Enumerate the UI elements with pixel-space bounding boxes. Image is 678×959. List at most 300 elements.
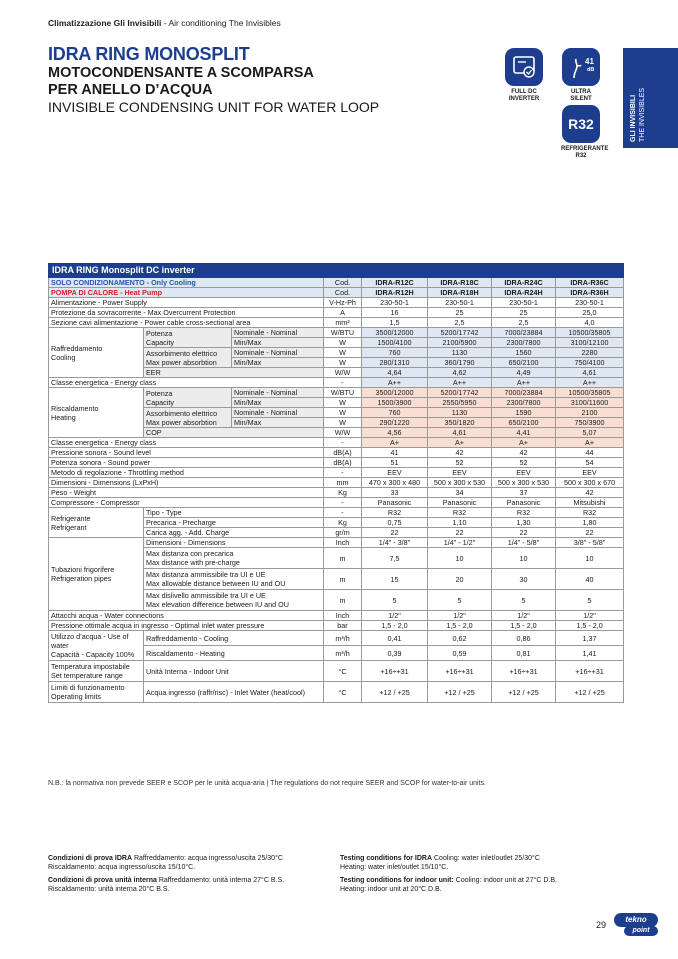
row-unit: gr/m [324, 528, 362, 538]
row-value: 0,75 [362, 518, 428, 528]
row-unit: W [324, 358, 362, 368]
row-value: EEV [362, 468, 428, 478]
cod-label: Cod. [324, 288, 362, 298]
row-value: 750/4100 [556, 358, 624, 368]
model-heat: IDRA-R12H [362, 288, 428, 298]
cooling-capacity-label: Potenza Capacity [144, 328, 232, 348]
row-value: 52 [428, 458, 492, 468]
row-value: 230-50-1 [428, 298, 492, 308]
heating-group-label: Riscaldamento Heating [49, 388, 144, 438]
row-unit: W [324, 338, 362, 348]
running-header-subtitle: - Air conditioning The Invisibles [161, 18, 281, 28]
row-value: 10 [492, 548, 556, 569]
row-value: 22 [492, 528, 556, 538]
conditions-en1-line2: Heating: water inlet/outlet 15/10°C. [340, 864, 449, 871]
subtitle-it-line2: PER ANELLO D’ACQUA [48, 82, 213, 98]
row-value: R32 [492, 508, 556, 518]
conditions-en1-heading: Testing conditions for IDRA [340, 855, 433, 862]
conditions-it-block1 [48, 854, 284, 872]
row-value: Mitsubishi [556, 498, 624, 508]
table-row [49, 661, 624, 682]
row-unit: W [324, 418, 362, 428]
row-value: 4,64 [362, 368, 428, 378]
row-value: A++ [556, 378, 624, 388]
row-value: 41 [362, 448, 428, 458]
row-value: 10 [428, 548, 492, 569]
row-value: +12 / +25 [362, 682, 428, 703]
row-value: 1130 [428, 408, 492, 418]
row-label: Attacchi acqua - Water connections [49, 611, 324, 621]
row-value: R32 [556, 508, 624, 518]
row-value: 22 [556, 528, 624, 538]
row-label: Dimensioni - Dimensions (LxPxH) [49, 478, 324, 488]
row-value: Panasonic [362, 498, 428, 508]
table-row [49, 478, 624, 488]
table-row [49, 298, 624, 308]
row-label: Pressione sonora - Sound level [49, 448, 324, 458]
row-value: +16÷+31 [556, 661, 624, 682]
row-label: Potenza sonora - Sound power [49, 458, 324, 468]
silent-db-value: 41 [585, 57, 594, 66]
page-number: 29 [596, 920, 607, 930]
row-value: 3500/12000 [362, 388, 428, 398]
row-value: EEV [428, 468, 492, 478]
row-value: R32 [362, 508, 428, 518]
conditions-en1-text: Cooling: water inlet/outlet 25/30°C [432, 855, 540, 862]
temp-set-group-label: Temperatura impostabile Set temperature range [49, 661, 144, 682]
row-value: 1130 [428, 348, 492, 358]
page-title: IDRA RING MONOSPLIT [48, 44, 250, 64]
row-label: Tipo - Type [144, 508, 324, 518]
row-value: 22 [362, 528, 428, 538]
conditions-en-block2 [340, 876, 557, 894]
row-value: 25,0 [556, 308, 624, 318]
row-value: 350/1820 [428, 418, 492, 428]
row-value: 52 [492, 458, 556, 468]
row-unit: - [324, 438, 362, 448]
row-unit: m [324, 569, 362, 590]
table-row [49, 508, 624, 518]
nominal-label: Nominale - Nominal [232, 328, 324, 338]
row-value: 1,5 - 2,0 [492, 621, 556, 631]
row-value: 500 x 300 x 530 [428, 478, 492, 488]
conditions-en2-text: Cooling: indoor unit at 27°C D.B. [453, 877, 558, 884]
row-label: Riscaldamento - Heating [144, 646, 324, 661]
table-row [49, 278, 624, 288]
row-value: 2300/7800 [492, 338, 556, 348]
r32-icon-text: R32 [568, 115, 594, 132]
table-row [49, 621, 624, 631]
row-unit: W [324, 398, 362, 408]
row-value: 360/1790 [428, 358, 492, 368]
conditions-it1-text: Raffreddamento: acqua ingresso/uscita 25/30°C [132, 855, 283, 862]
side-tab-line1: GLI INVISIBILI [630, 94, 637, 142]
row-value: 760 [362, 408, 428, 418]
model-cool: IDRA-R36C [556, 278, 624, 288]
row-value: 34 [428, 488, 492, 498]
row-value: A++ [428, 378, 492, 388]
row-value: A+ [428, 438, 492, 448]
row-unit: W/BTU [324, 328, 362, 338]
row-label: Metodo di regolazione - Throttling method [49, 468, 324, 478]
water-use-group-label: Utilizzo d’acqua - Use of water Capacità - Capacity 100% [49, 631, 144, 661]
row-value: 5 [556, 590, 624, 611]
row-value: 5 [428, 590, 492, 611]
row-value: 2,5 [492, 318, 556, 328]
row-value: Panasonic [492, 498, 556, 508]
row-value: +12 / +25 [556, 682, 624, 703]
table-row [49, 682, 624, 703]
cod-label: Cod. [324, 278, 362, 288]
refrigerant-badge-line2: R32 [575, 153, 587, 159]
table-row [49, 538, 624, 548]
model-cool: IDRA-R18C [428, 278, 492, 288]
row-value: 650/2100 [492, 358, 556, 368]
row-unit: m³/h [324, 631, 362, 646]
row-unit: A [324, 308, 362, 318]
row-value: EEV [492, 468, 556, 478]
heating-capacity-label: Potenza Capacity [144, 388, 232, 408]
row-value: 7,5 [362, 548, 428, 569]
silent-badge [561, 48, 601, 103]
logo-top-text: tekno [614, 913, 658, 927]
row-value: 1,30 [492, 518, 556, 528]
row-value: 1/4" - 1/2" [428, 538, 492, 548]
row-value: 3100/12100 [556, 338, 624, 348]
row-label: Max distanza ammissibile tra UI e UE Max allowable distance between IU and OU [144, 569, 324, 590]
row-unit: Kg [324, 518, 362, 528]
row-unit: Kg [324, 488, 362, 498]
row-value: 4,49 [492, 368, 556, 378]
row-value: 2550/5950 [428, 398, 492, 408]
table-row [49, 631, 624, 646]
silent-badge-line2: SILENT [570, 96, 592, 102]
row-value: 4,61 [556, 368, 624, 378]
row-value: 1500/3900 [362, 398, 428, 408]
op-limits-group-label: Limiti di funzionamento Operating limits [49, 682, 144, 703]
section-side-tab-text [629, 88, 647, 142]
row-value: 0,59 [428, 646, 492, 661]
table-row [49, 488, 624, 498]
row-unit: Inch [324, 538, 362, 548]
row-value: 10 [556, 548, 624, 569]
row-value: Panasonic [428, 498, 492, 508]
row-value: 230-50-1 [362, 298, 428, 308]
table-row [49, 448, 624, 458]
row-unit: m [324, 590, 362, 611]
row-value: 2300/7800 [492, 398, 556, 408]
page-subtitle-it [48, 65, 368, 99]
conditions-it2-text: Raffreddamento: unità interna 27°C B.S. [156, 877, 285, 884]
row-value: 1,10 [428, 518, 492, 528]
nominal-label: Nominale - Nominal [232, 408, 324, 418]
conditions-it2-heading: Condizioni di prova unità interna [48, 877, 157, 884]
row-label: Sezione cavi alimentazione - Power cable cross-sectional area [49, 318, 324, 328]
row-label: Pressione ottimale acqua in ingresso - Optimal inlet water pressure [49, 621, 324, 631]
minmax-label: Min/Max [232, 398, 324, 408]
row-value: 5 [362, 590, 428, 611]
row-value: 10500/35805 [556, 388, 624, 398]
row-value: 4,0 [556, 318, 624, 328]
row-value: 1/4" - 5/8" [492, 538, 556, 548]
row-value: 290/1220 [362, 418, 428, 428]
row-unit: Inch [324, 611, 362, 621]
eer-label: EER [144, 368, 324, 378]
row-label: Precarica - Precharge [144, 518, 324, 528]
row-value: 0,81 [492, 646, 556, 661]
row-value: 20 [428, 569, 492, 590]
page-subtitle-en: INVISIBLE CONDENSING UNIT FOR WATER LOOP [48, 99, 380, 115]
conditions-it-block2 [48, 876, 284, 894]
row-value: 2100 [556, 408, 624, 418]
row-label: Acqua ingresso (raffr/risc) - Inlet Water (heat/cool) [144, 682, 324, 703]
r32-icon [562, 105, 600, 143]
conditions-en-block1 [340, 854, 557, 872]
table-row [49, 328, 624, 338]
row-value: 1,80 [556, 518, 624, 528]
row-value: 40 [556, 569, 624, 590]
table-row [49, 288, 624, 298]
model-cool: IDRA-R24C [492, 278, 556, 288]
row-value: 42 [556, 488, 624, 498]
conditions-it1-heading: Condizioni di prova IDRA [48, 855, 132, 862]
row-value: +16÷+31 [362, 661, 428, 682]
conditions-en [340, 854, 557, 898]
row-value: 1560 [492, 348, 556, 358]
row-value: 0,62 [428, 631, 492, 646]
row-value: 1,5 - 2,0 [362, 621, 428, 631]
row-value: 1/2" [492, 611, 556, 621]
row-value: 1,5 - 2,0 [428, 621, 492, 631]
row-value: 3100/11600 [556, 398, 624, 408]
row-value: +16÷+31 [428, 661, 492, 682]
row-value: 25 [428, 308, 492, 318]
nominal-label: Nominale - Nominal [232, 388, 324, 398]
table-row [49, 388, 624, 398]
row-value: A++ [492, 378, 556, 388]
row-value: 1,5 - 2,0 [556, 621, 624, 631]
row-value: 0,86 [492, 631, 556, 646]
row-value: 1,41 [556, 646, 624, 661]
spec-table [48, 263, 624, 703]
row-value: 230-50-1 [492, 298, 556, 308]
table-row [49, 468, 624, 478]
row-value: 1,37 [556, 631, 624, 646]
row-value: 44 [556, 448, 624, 458]
row-value: 750/3900 [556, 418, 624, 428]
running-header [48, 18, 281, 28]
table-title: IDRA RING Monosplit DC inverter [49, 264, 624, 278]
row-unit: mm [324, 478, 362, 488]
silent-badge-line1: ULTRA [571, 89, 591, 95]
row-label: Max distanza con precarica Max distance with pre-charge [144, 548, 324, 569]
row-unit: W/BTU [324, 388, 362, 398]
row-value: A+ [492, 438, 556, 448]
model-cool: IDRA-R12C [362, 278, 428, 288]
row-label: Compressore - Compressor [49, 498, 324, 508]
row-value: 4,41 [492, 428, 556, 438]
model-heat: IDRA-R18H [428, 288, 492, 298]
row-value: 760 [362, 348, 428, 358]
table-row [49, 308, 624, 318]
row-value: 15 [362, 569, 428, 590]
row-unit: W/W [324, 428, 362, 438]
row-value: 230-50-1 [556, 298, 624, 308]
row-label: Classe energetica - Energy class [49, 438, 324, 448]
row-label: Unità Interna - Indoor Unit [144, 661, 324, 682]
row-label: Peso - Weight [49, 488, 324, 498]
row-value: 2100/5900 [428, 338, 492, 348]
model-heat: IDRA-R36H [556, 288, 624, 298]
row-value: +16÷+31 [492, 661, 556, 682]
row-value: 25 [492, 308, 556, 318]
nominal-label: Nominale - Nominal [232, 348, 324, 358]
row-value: 42 [428, 448, 492, 458]
row-unit: °C [324, 682, 362, 703]
row-value: 42 [492, 448, 556, 458]
pipes-group-label: Tubazioni frigorifere Refrigeration pipes [49, 538, 144, 611]
inverter-badge [504, 48, 544, 103]
running-header-brand: Climatizzazione Gli Invisibili [48, 18, 162, 28]
conditions-en2-heading: Testing conditions for indoor unit: [340, 877, 454, 884]
cooling-power-abs-label: Assorbimento elettrico Max power absorbtion [144, 348, 232, 368]
row-value: 4,61 [428, 428, 492, 438]
table-row [49, 438, 624, 448]
row-value: R32 [428, 508, 492, 518]
row-value: 280/1310 [362, 358, 428, 368]
row-value: 5,07 [556, 428, 624, 438]
row-value: 37 [492, 488, 556, 498]
minmax-label: Min/Max [232, 338, 324, 348]
row-value: 33 [362, 488, 428, 498]
subtitle-it-line1: MOTOCONDENSANTE A SCOMPARSA [48, 65, 314, 81]
row-value: 30 [492, 569, 556, 590]
conditions-en2-line2: Heating: indoor unit at 20°C D.B. [340, 886, 442, 893]
logo-bottom-text: point [624, 926, 658, 936]
row-value: 10500/35805 [556, 328, 624, 338]
row-label: Carica agg. - Add. Charge [144, 528, 324, 538]
row-value: 1590 [492, 408, 556, 418]
conditions-it [48, 854, 284, 898]
row-value: 500 x 300 x 670 [556, 478, 624, 488]
minmax-label: Min/Max [232, 358, 324, 368]
row-unit: - [324, 498, 362, 508]
row-value: 1/2" [362, 611, 428, 621]
row-value: A++ [362, 378, 428, 388]
row-value: 5200/17742 [428, 328, 492, 338]
row-unit: - [324, 378, 362, 388]
row-value: A+ [362, 438, 428, 448]
ultra-silent-icon [562, 48, 600, 86]
row-unit: °C [324, 661, 362, 682]
row-unit: m [324, 548, 362, 569]
row-value: +12 / +25 [492, 682, 556, 703]
row-value: 22 [428, 528, 492, 538]
row-value: 470 x 300 x 480 [362, 478, 428, 488]
heating-power-abs-label: Assorbimento elettrico Max power absorbtion [144, 408, 232, 428]
row-value: 7000/23884 [492, 328, 556, 338]
row-value: 5200/17742 [428, 388, 492, 398]
row-value: +12 / +25 [428, 682, 492, 703]
row-unit: - [324, 468, 362, 478]
row-value: 2280 [556, 348, 624, 358]
table-row [49, 611, 624, 621]
row-label: Dimensioni - Dimensions [144, 538, 324, 548]
refrigerant-badge-line1: REFRIGERANTE [561, 146, 609, 152]
row-label: Alimentazione - Power Supply [49, 298, 324, 308]
teknopoint-logo [614, 911, 658, 937]
row-unit: mm² [324, 318, 362, 328]
conditions-it1-line2: Riscaldamento: acqua ingresso/uscita 15/10°C. [48, 864, 196, 871]
row-label: Classe energetica - Energy class [49, 378, 324, 388]
row-unit: m³/h [324, 646, 362, 661]
table-row [49, 458, 624, 468]
row-value: EEV [556, 468, 624, 478]
cooling-only-label: SOLO CONDIZIONAMENTO - Only Cooling [49, 278, 324, 288]
row-label: Max dislivello ammissibile tra UI e UE Max elevation difference between IU and OU [144, 590, 324, 611]
row-value: 650/2100 [492, 418, 556, 428]
row-value: 0,41 [362, 631, 428, 646]
row-unit: dB(A) [324, 458, 362, 468]
footnote: N.B.: la normativa non prevede SEER e SCOP per le unità acqua-aria | The regulations do not require SEER and SCOP for water-to-air units. [48, 780, 486, 787]
silent-db-unit: dB [587, 67, 595, 73]
table-row [49, 318, 624, 328]
row-unit: bar [324, 621, 362, 631]
section-side-tab [623, 48, 678, 148]
row-unit: W [324, 408, 362, 418]
row-value: 16 [362, 308, 428, 318]
row-value: A+ [556, 438, 624, 448]
inverter-badge-line1: FULL DC [511, 89, 537, 95]
conditions-it2-line2: Riscaldamento: unità interna 20°C B.S. [48, 886, 170, 893]
cop-label: COP [144, 428, 324, 438]
row-value: 4,62 [428, 368, 492, 378]
side-tab-line2: THE INVISIBLES [639, 87, 646, 142]
row-value: 1,5 [362, 318, 428, 328]
row-value: 5 [492, 590, 556, 611]
row-value: 0,39 [362, 646, 428, 661]
cooling-group-label: Raffreddamento Cooling [49, 328, 144, 378]
refrigerant-badge [561, 105, 609, 160]
row-label: Raffreddamento - Cooling [144, 631, 324, 646]
minmax-label: Min/Max [232, 418, 324, 428]
row-unit: - [324, 508, 362, 518]
row-unit: W [324, 348, 362, 358]
inverter-icon [505, 48, 543, 86]
row-unit: dB(A) [324, 448, 362, 458]
model-heat: IDRA-R24H [492, 288, 556, 298]
row-value: 51 [362, 458, 428, 468]
row-label: Protezione da sovracorrente - Max Overcurrent Protection [49, 308, 324, 318]
refrigerant-group-label: Refrigerante Refrigerant [49, 508, 144, 538]
heat-pump-label: POMPA DI CALORE - Heat Pump [49, 288, 324, 298]
row-value: 1/2" [556, 611, 624, 621]
row-value: 4,56 [362, 428, 428, 438]
row-value: 1500/4100 [362, 338, 428, 348]
inverter-badge-line2: INVERTER [508, 96, 540, 102]
row-value: 2,5 [428, 318, 492, 328]
row-unit: W/W [324, 368, 362, 378]
row-value: 1/4" - 3/8" [362, 538, 428, 548]
row-unit: V-Hz-Ph [324, 298, 362, 308]
row-value: 54 [556, 458, 624, 468]
row-value: 1/2" [428, 611, 492, 621]
row-value: 3500/12000 [362, 328, 428, 338]
table-row [49, 498, 624, 508]
table-row [49, 378, 624, 388]
row-value: 500 x 300 x 530 [492, 478, 556, 488]
row-value: 3/8" - 5/8" [556, 538, 624, 548]
